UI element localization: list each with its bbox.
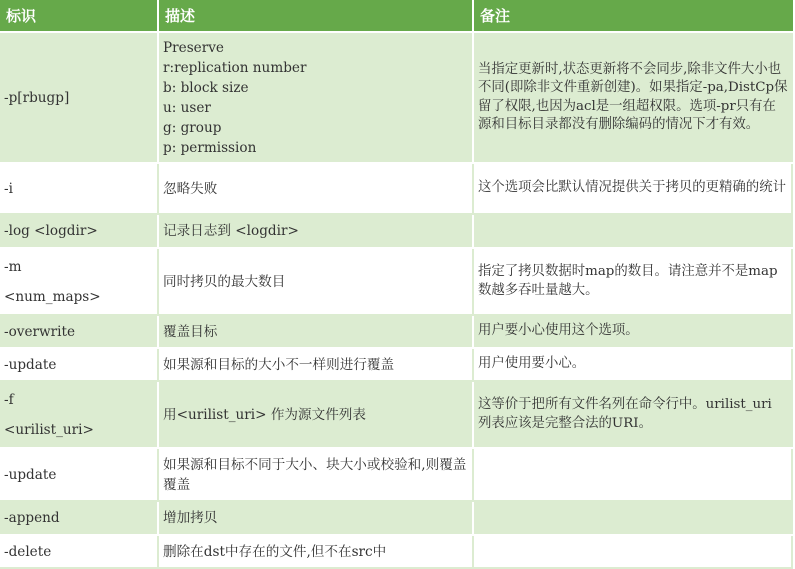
flag-cell: -i <box>0 164 159 215</box>
table-row <box>0 382 793 449</box>
flag-cell: -delete <box>0 536 159 569</box>
table-row <box>0 316 793 349</box>
note-cell <box>474 215 793 249</box>
flag-cell <box>0 382 159 449</box>
note-cell <box>474 449 793 502</box>
note-cell: 指定了拷贝数据时map的数目。请注意并不是map数越多吞吐量越大。 <box>474 249 793 316</box>
table-row <box>0 502 793 536</box>
table-row <box>0 215 793 249</box>
header-note: 备注 <box>474 0 793 33</box>
note-cell <box>474 502 793 536</box>
description-cell: 忽略失败 <box>159 164 474 215</box>
description-cell: 增加拷贝 <box>159 502 474 536</box>
header-description: 描述 <box>159 0 474 33</box>
table-row <box>0 449 793 502</box>
table-row <box>0 249 793 316</box>
description-cell: 删除在dst中存在的文件,但不在src中 <box>159 536 474 569</box>
note-cell: 用户使用要小心。 <box>474 349 793 382</box>
note-cell: 这个选项会比默认情况提供关于拷贝的更精确的统计 <box>474 164 793 215</box>
flag-cell: -update <box>0 449 159 502</box>
table-header-row <box>0 0 793 33</box>
description-cell: 记录日志到 <logdir> <box>159 215 474 249</box>
flag-cell: -p[rbugp] <box>0 33 159 164</box>
table-row <box>0 33 793 164</box>
flag-cell: -overwrite <box>0 316 159 349</box>
description-cell: 如果源和目标不同于大小、块大小或校验和,则覆盖覆盖 <box>159 449 474 502</box>
description-line: r:replication number <box>163 59 307 76</box>
flag-line: -f <box>4 391 14 408</box>
description-cell: 同时拷贝的最大数目 <box>159 249 474 316</box>
table-row <box>0 164 793 215</box>
description-line: g: group <box>163 119 222 136</box>
description-cell <box>159 33 474 164</box>
note-cell: 用户要小心使用这个选项。 <box>474 316 793 349</box>
flag-line: <num_maps> <box>4 288 101 305</box>
flag-line: -m <box>4 258 22 275</box>
flag-line: <urilist_uri> <box>4 421 94 438</box>
description-line: u: user <box>163 99 211 116</box>
flag-cell: -log <logdir> <box>0 215 159 249</box>
description-cell: 如果源和目标的大小不一样则进行覆盖 <box>159 349 474 382</box>
table-row <box>0 349 793 382</box>
flag-cell <box>0 249 159 316</box>
header-flag: 标识 <box>0 0 159 33</box>
description-line: b: block size <box>163 79 249 96</box>
flag-cell: -append <box>0 502 159 536</box>
description-line: p: permission <box>163 139 257 156</box>
description-line: Preserve <box>163 39 224 56</box>
note-cell: 这等价于把所有文件名列在命令行中。urilist_uri 列表应该是完整合法的URI。 <box>474 382 793 449</box>
description-cell: 覆盖目标 <box>159 316 474 349</box>
table-row <box>0 536 793 569</box>
note-cell: 当指定更新时,状态更新将不会同步,除非文件大小也不同(即除非文件重新创建)。如果指定-pa,DistCp保留了权限,也因为acl是一组超权限。选项-pr只有在源和目标目录都没有删除编码的情况下才有效。 <box>474 33 793 164</box>
flag-cell: -update <box>0 349 159 382</box>
note-cell <box>474 536 793 569</box>
description-cell: 用<urilist_uri> 作为源文件列表 <box>159 382 474 449</box>
